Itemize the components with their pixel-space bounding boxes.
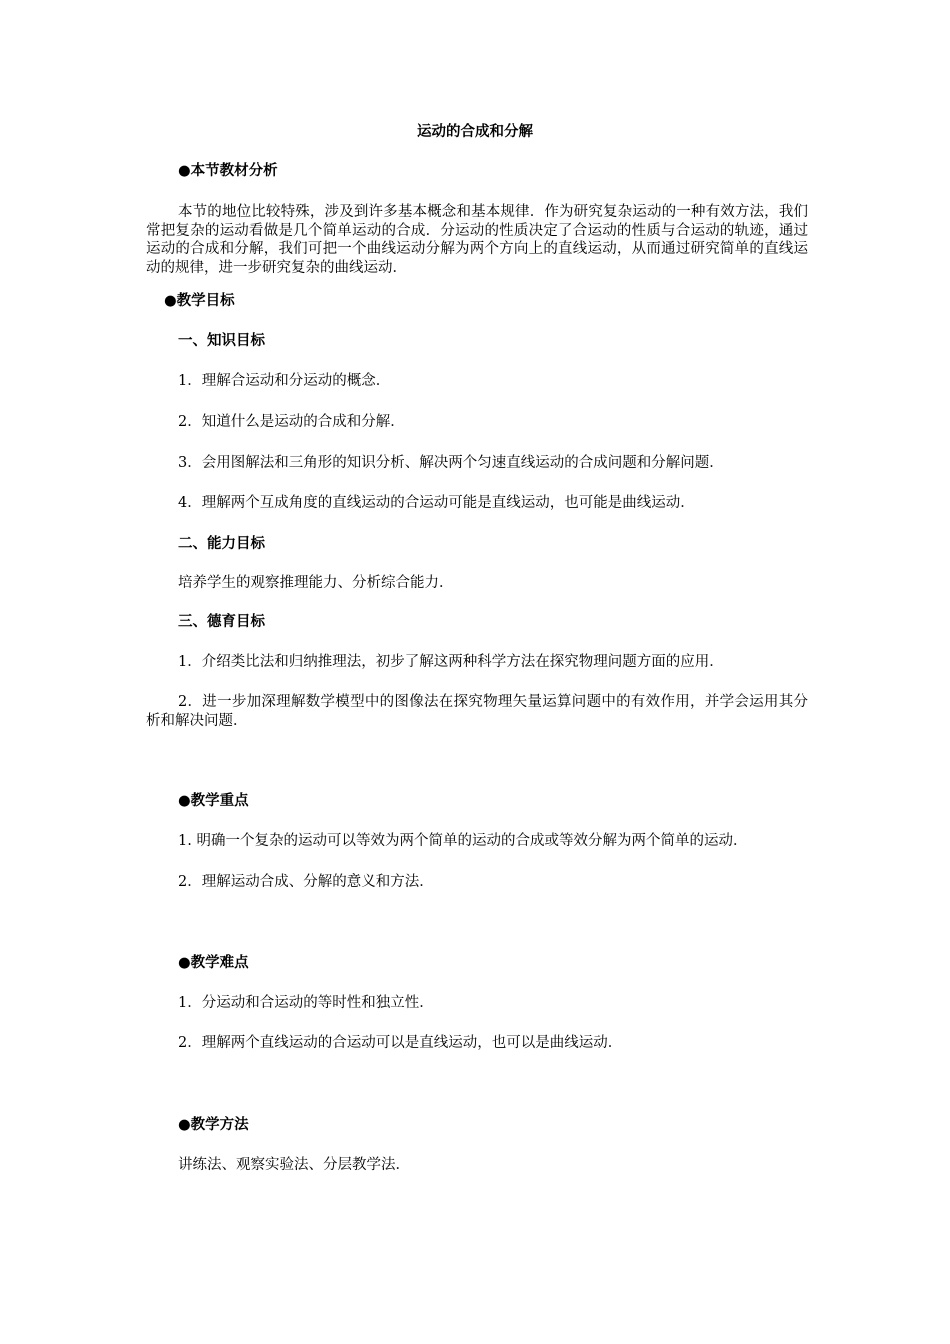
section-heading-analysis: ●本节教材分析 [178, 163, 278, 179]
section-heading-methods: ●教学方法 [178, 1117, 249, 1133]
subheading-moral-goals: 三、德育目标 [178, 614, 265, 630]
knowledge-item: 4．理解两个互成角度的直线运动的合运动可能是直线运动，也可能是曲线运动． [178, 495, 695, 511]
section-heading-difficulties: ●教学难点 [178, 955, 249, 971]
knowledge-item: 1．理解合运动和分运动的概念． [178, 373, 391, 389]
moral-item: 1．介绍类比法和归纳推理法，初步了解这两种科学方法在探究物理问题方面的应用． [178, 654, 724, 670]
key-point-item: 2．理解运动合成、分解的意义和方法． [178, 874, 434, 890]
key-point-item: 1. 明确一个复杂的运动可以等效为两个简单的运动的合成或等效分解为两个简单的运动． [178, 833, 748, 849]
analysis-paragraph: 本节的地位比较特殊，涉及到许多基本概念和基本规律．作为研究复杂运动的一种有效方法，我们常把复杂的运动看做是几个简单运动的合成．分运动的性质决定了合运动的性质与合运动的轨迹，通过运动的合成和分解，我们可把一个曲线运动分解为两个方向上的直线运动，从而通过研究简单的直线运动的规律，进一步研究复杂的曲线运动． [146, 204, 808, 276]
methods-text: 讲练法、观察实验法、分层教学法． [178, 1157, 410, 1173]
difficulty-item: 1．分运动和合运动的等时性和独立性． [178, 995, 434, 1011]
difficulty-item: 2．理解两个直线运动的合运动可以是直线运动，也可以是曲线运动． [178, 1035, 623, 1051]
section-heading-goals: ●教学目标 [164, 293, 235, 309]
knowledge-item: 3．会用图解法和三角形的知识分析、解决两个匀速直线运动的合成问题和分解问题． [178, 455, 724, 471]
knowledge-item: 2．知道什么是运动的合成和分解． [178, 414, 405, 430]
subheading-ability-goals: 二、能力目标 [178, 536, 265, 552]
ability-text: 培养学生的观察推理能力、分析综合能力． [178, 575, 454, 591]
document-title: 运动的合成和分解 [417, 124, 533, 140]
section-heading-key-points: ●教学重点 [178, 793, 249, 809]
subheading-knowledge-goals: 一、知识目标 [178, 333, 265, 349]
moral-item: 2．进一步加深理解数学模型中的图像法在探究物理矢量运算问题中的有效作用，并学会运用其分析和解决问题． [146, 694, 808, 729]
